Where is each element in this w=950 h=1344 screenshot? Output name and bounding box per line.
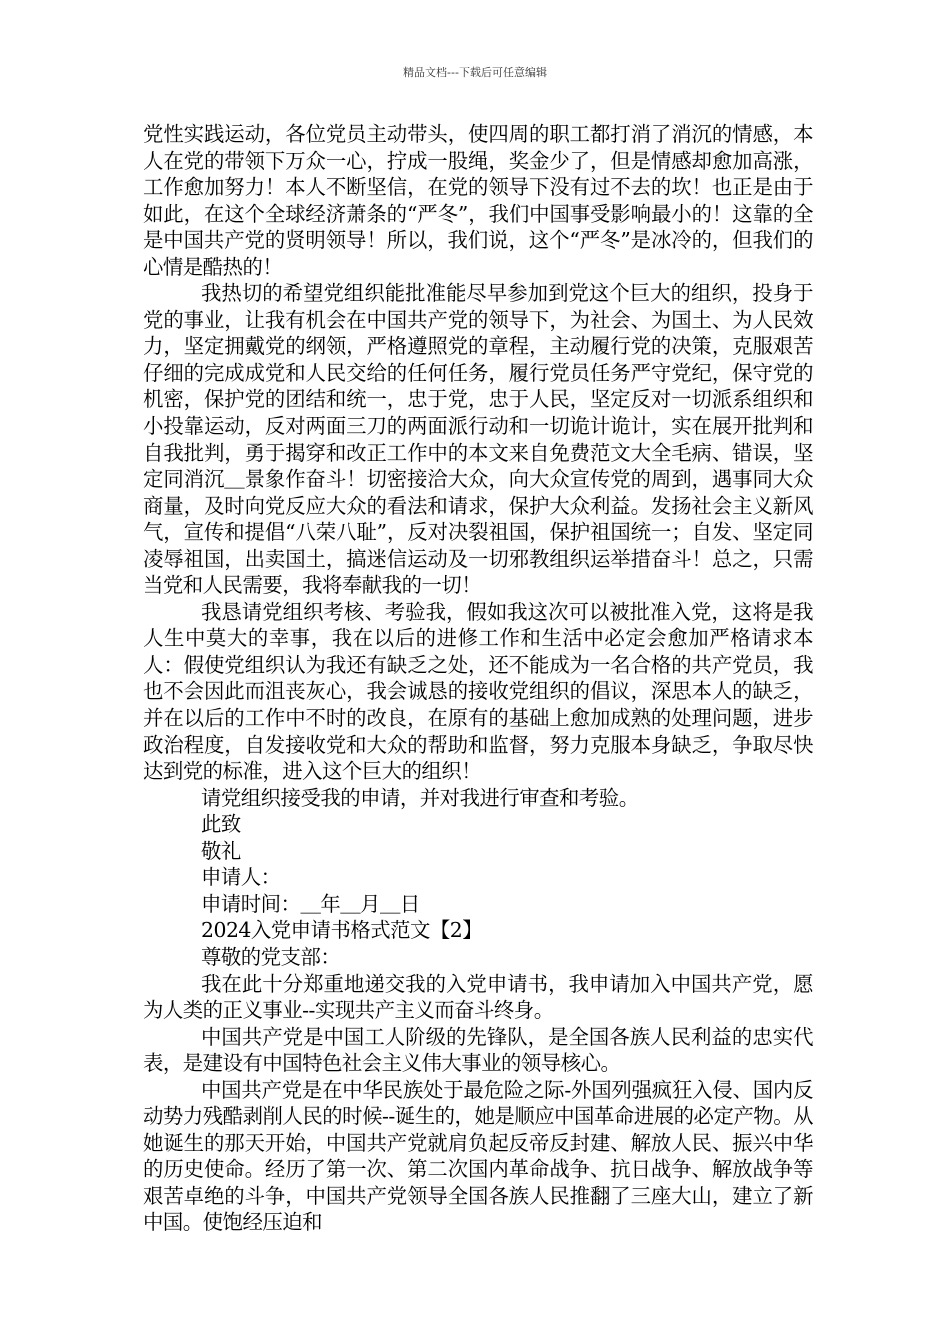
salutation-line: 此致 <box>201 812 241 837</box>
salutation-line: 敬礼 <box>201 838 241 863</box>
body-paragraph: 党性实践运动，各位党员主动带头，使四周的职工都打消了消沉的情感，本人在党的带领下万众一心，拧成一股绳，奖金少了，但是情感却愈加高涨，工作愈加努力！本人不断坚信，在党的领导下没有过不去的坎！也正是由于如此，在这个全球经济萧条的“严冬”，我们中国事受影响最小的！这靠的全是中国共产党的贤明领导！所以，我们说，这个“严冬”是冰冷的，但我们的心情是酷热的！ <box>143 122 813 279</box>
body-paragraph: 中国共产党是在中华民族处于最危险之际-外国列强疯狂入侵、国内反动势力残酷剥削人民的时候--诞生的，她是顺应中国革命进展的必定产物。从她诞生的那天开始，中国共产党就肩负起反帝反封建、解放人民、振兴中华的历史使命。经历了第一次、第二次国内革命战争、抗日战争、解放战争等艰苦卓绝的斗争，中国共产党领导全国各族人民推翻了三座大山，建立了新中国。使饱经压迫和 <box>143 1077 813 1235</box>
document-body <box>143 121 813 1236</box>
body-paragraph: 中国共产党是中国工人阶级的先锋队，是全国各族人民利益的忠实代表，是建设有中国特色社会主义伟大事业的领导核心。 <box>143 1024 813 1076</box>
page-header: 精品文档---下载后可任意编辑 <box>403 66 547 79</box>
date-line: 申请时间：＿年＿月＿日 <box>201 891 420 916</box>
body-paragraph: 请党组织接受我的申请，并对我进行审查和考验。 <box>201 785 639 810</box>
section-heading: 2024入党申请书格式范文【2】 <box>201 918 483 943</box>
applicant-line: 申请人： <box>201 865 281 890</box>
body-paragraph: 我热切的希望党组织能批准能尽早参加到党这个巨大的组织，投身于党的事业，让我有机会在中国共产党的领导下，为社会、为国土、为人民效力，坚定拥戴党的纲领，严格遵照党的章程，主动履行党的决策，克服艰苦仔细的完成成党和人民交给的任何任务，履行党员任务严守党纪，保守党的机密，保护党的团结和统一，忠于党，忠于人民，坚定反对一切派系组织和小投靠运动，反对两面三刀的两面派行动和一切诡计诡计，实在展开批判和自我批判，勇于揭穿和改正工作中的本文来自免费范文大全毛病、错误，坚定同消沉＿景象作奋斗！切密接洽大众，向大众宣传党的周到，遇事同大众商量，及时向党反应大众的看法和请求，保护大众利益。发扬社会主义新风气，宣传和提倡“八荣八耻”，反对决裂祖国，保护祖国统一；自发、坚定同凌辱祖国，出卖国土，搞迷信运动及一切邪教组织运举措奋斗！总之，只需当党和人民需要，我将奉献我的一切！ <box>143 281 813 598</box>
body-paragraph: 我在此十分郑重地递交我的入党申请书，我申请加入中国共产党，愿为人类的正义事业--实现共产主义而奋斗终身。 <box>143 971 813 1023</box>
greeting-line: 尊敬的党支部： <box>201 944 341 969</box>
body-paragraph: 我恳请党组织考核、考验我，假如我这次可以被批准入党，这将是我人生中莫大的幸事，我在以后的进修工作和生活中必定会愈加严格请求本人：假使党组织认为我还有缺乏之处，还不能成为一名合格的共产党员，我也不会因此而沮丧灰心，我会诚恳的接收党组织的倡议，深思本人的缺乏，并在以后的工作中不时的改良，在原有的基础上愈加成熟的处理问题，进步政治程度，自发接收党和大众的帮助和监督，努力克服本身缺乏，争取尽快达到党的标准，进入这个巨大的组织！ <box>143 599 813 784</box>
